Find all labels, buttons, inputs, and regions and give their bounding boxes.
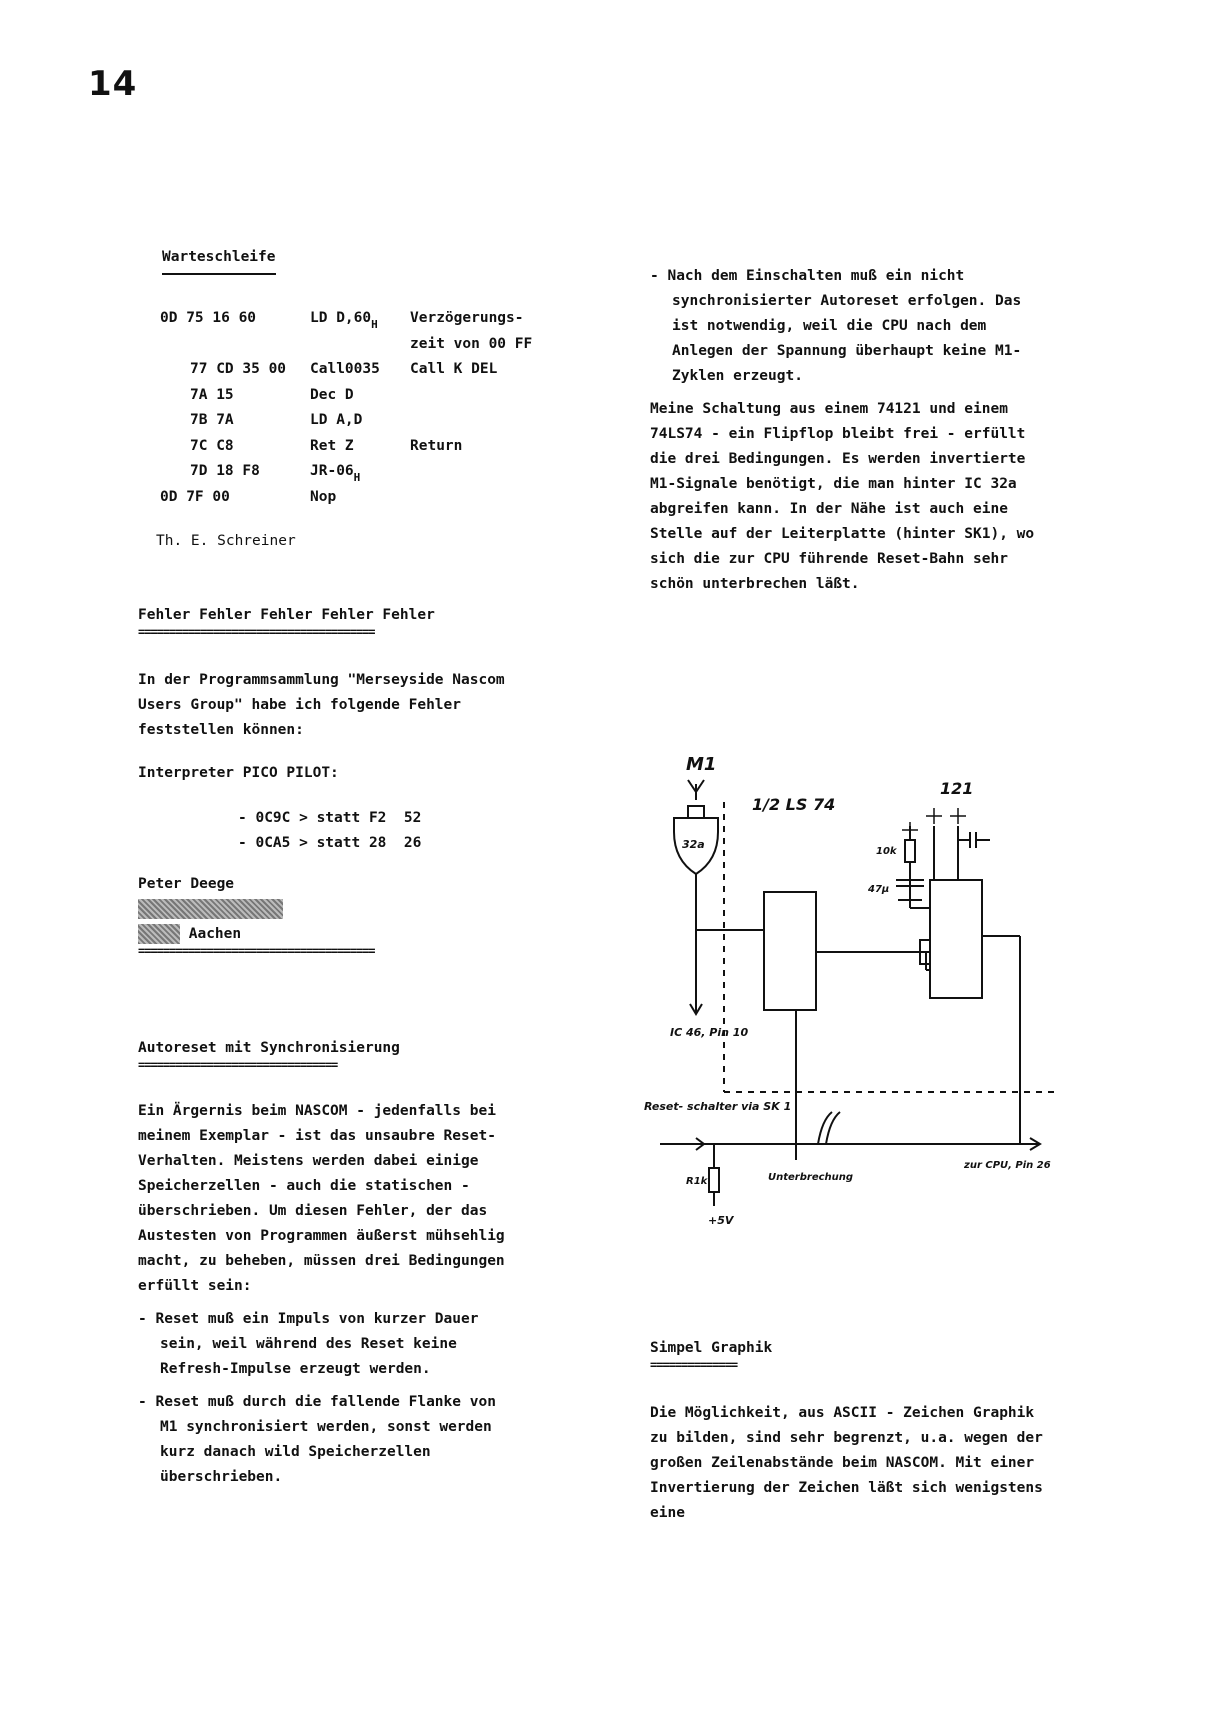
simpel-body: Die Möglichkeit, aus ASCII - Zeichen Graphik zu bilden, sind sehr begrenzt, u.a. wegen der großen Zeilenabstände beim NASCOM. Mit einer Invertierung der Zeichen läßt sich wenigstens eine bbox=[650, 1405, 1043, 1521]
code-comment: zeit von 00 FF bbox=[410, 335, 533, 352]
redacted-line bbox=[138, 897, 538, 922]
fehler-label: Interpreter PICO PILOT: bbox=[138, 765, 339, 781]
warteschleife-author: Th. E. Schreiner bbox=[156, 533, 296, 549]
label-r10k: 10k bbox=[876, 846, 897, 857]
code-comment: Return bbox=[410, 437, 463, 454]
label-ic74: 1/2 LS 74 bbox=[752, 795, 836, 814]
fehler-intro: In der Programmsammlung "Merseyside Nascom Users Group" habe ich folgende Fehler feststellen können: bbox=[138, 672, 505, 738]
autoreset-section bbox=[138, 1036, 518, 1490]
label-reset: Reset- schalter via SK 1 bbox=[644, 1100, 792, 1113]
autoreset-bullet-3: - Nach dem Einschalten muß ein nicht synchronisierter Autoreset erfolgen. Das ist notwendig, weil die CPU nach dem Anlegen der Spannung überhaupt keine M1-Zyklen erzeugt. bbox=[650, 268, 1022, 384]
label-cap: 47µ bbox=[868, 884, 890, 895]
label-r-low: R1k bbox=[686, 1176, 708, 1187]
code-comment: Verzögerungs- bbox=[410, 310, 524, 326]
fehler-fix-2: - 0CA5 > statt 28 26 bbox=[238, 835, 422, 851]
autoreset-continued bbox=[650, 264, 1040, 597]
label-supply: +5V bbox=[708, 1214, 734, 1227]
autoreset-bullet-2: - Reset muß durch die fallende Flanke von M1 synchronisiert werden, sonst werden kurz danach wild Speicherzellen überschrieben. bbox=[138, 1394, 496, 1485]
label-gate: 32a bbox=[682, 838, 705, 851]
label-cpu: zur CPU, Pin 26 bbox=[964, 1160, 1051, 1171]
code-address: 0D 7F 00 bbox=[160, 488, 230, 505]
simpel-section bbox=[650, 1336, 1050, 1526]
code-instruction: $JR-06_H$ bbox=[310, 463, 361, 484]
warteschleife-section bbox=[138, 245, 558, 275]
page-number: 14 bbox=[88, 64, 138, 104]
label-ic121: 121 bbox=[940, 779, 974, 798]
fehler-author: Peter Deege bbox=[138, 876, 235, 892]
autoreset-body: Meine Schaltung aus einem 74121 und einem 74LS74 - ein Flipflop bleibt frei - erfüllt die drei Bedingungen. Es werden invertierte M1-Signale benötigt, die man hinter IC 32a abgreifen kann. In der Nähe ist auch eine Stelle auf der Leiterplatte (hinter SK1), wo sich die zur CPU führende Reset-Bahn sehr schön unterbrechen läßt. bbox=[650, 401, 1035, 592]
fehler-heading: Fehler Fehler Fehler Fehler Fehler bbox=[138, 607, 435, 623]
autoreset-bullet-1: - Reset muß ein Impuls von kurzer Dauer sein, weil während des Reset keine Refresh-Impulse erzeugt werden. bbox=[138, 1311, 479, 1377]
code-instruction: Nop bbox=[310, 488, 337, 505]
label-ic46: IC 46, Pin 10 bbox=[670, 1026, 749, 1039]
reset-circuit-schematic bbox=[640, 740, 1060, 1227]
code-address: 7D 18 F8 bbox=[190, 463, 260, 479]
assembly-listing bbox=[160, 306, 580, 516]
autoreset-underline: ================================ bbox=[138, 1058, 338, 1072]
code-instruction: LD $D,60_H$ bbox=[310, 310, 378, 331]
code-comment: Call K DEL bbox=[410, 361, 498, 377]
label-break: Unterbrechung bbox=[768, 1172, 854, 1183]
simpel-heading: Simpel Graphik bbox=[650, 1340, 773, 1356]
warteschleife-heading: Warteschleife bbox=[162, 245, 276, 275]
fehler-section bbox=[138, 603, 538, 957]
code-address: 7C C8 bbox=[190, 437, 234, 454]
simpel-underline: ============== bbox=[650, 1358, 738, 1372]
code-address: 7A 15 bbox=[190, 386, 234, 403]
fehler-fix-1: - 0C9C > statt F2 52 bbox=[238, 810, 422, 826]
code-instruction: LD A,D bbox=[310, 412, 363, 428]
code-address: 7B 7A bbox=[190, 412, 234, 428]
code-address: 0D 75 16 60 bbox=[160, 310, 257, 326]
fehler-end-rule: ====================================== bbox=[138, 944, 375, 958]
label-m1: M1 bbox=[686, 754, 717, 775]
fehler-city: Aachen bbox=[188, 926, 242, 942]
code-instruction: Call0035 bbox=[310, 361, 380, 377]
code-instruction: Dec D bbox=[310, 386, 354, 403]
autoreset-intro: Ein Ärgernis beim NASCOM - jedenfalls bei meinem Exemplar - ist das unsaubre Reset-Verhalten. Meistens werden dabei einige Speicherzellen - auch die statischen - überschrieben. Um diesen Fehler, der das Austesten von Programmen äußerst mühsehlig macht, zu beheben, müssen drei Bedingungen erfüllt sein: bbox=[138, 1103, 505, 1294]
code-instruction: Ret Z bbox=[310, 437, 354, 454]
fehler-underline: ====================================== bbox=[138, 625, 375, 639]
autoreset-heading: Autoreset mit Synchronisierung bbox=[138, 1040, 400, 1056]
code-address: 77 CD 35 00 bbox=[190, 361, 287, 377]
